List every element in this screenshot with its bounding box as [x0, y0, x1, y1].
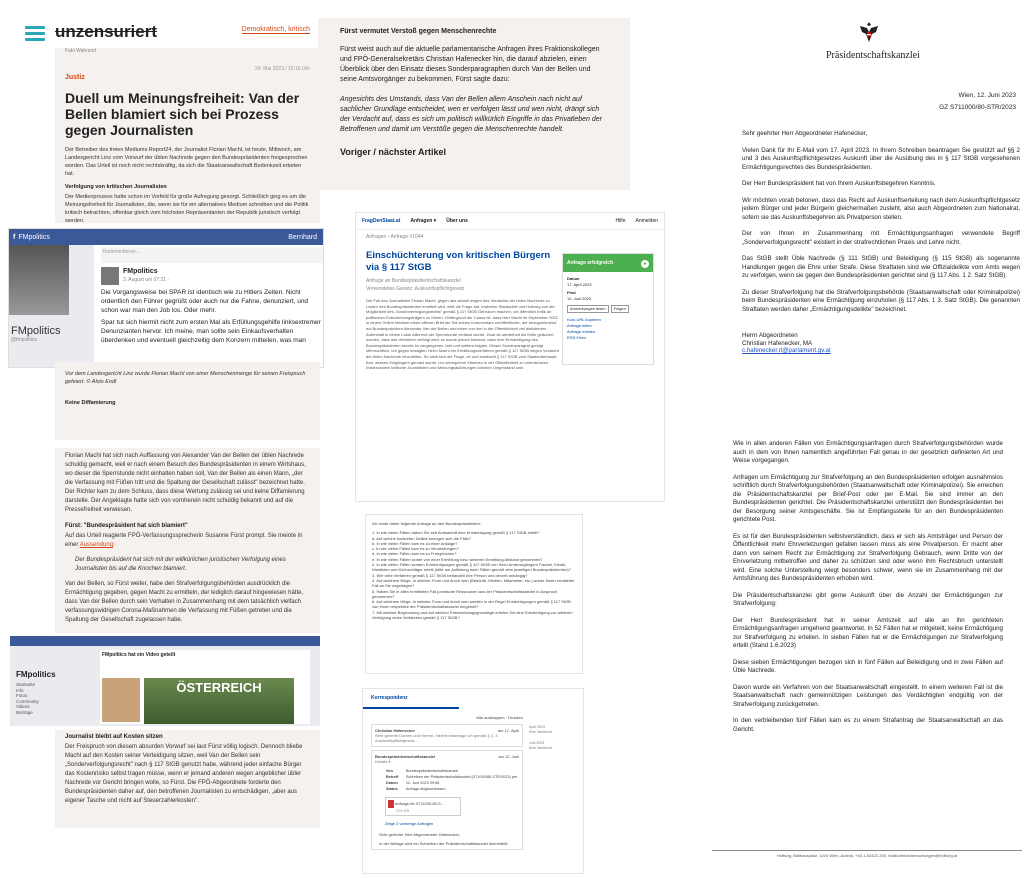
article-paragraph: Der Freispruch von diesem absurden Vorwurf sei laut Fürst völlig logisch. Dennoch bliebe Machl auf den Kosten seiner Verteidigung sitzen, weil Van der Bellen sein „Sonderverfolgungsrecht" nach § 117 StGB genutzt habe, während jeder einfache Bürger das Kostenrisiko selbst tragen müsse, wenn er jemand anderen wegen angeblicher übler Nachrede vor Gericht bringen wolle, so Fürst. Die FPÖ-Abgeordnete forderte den Bundespräsidenten daher auf, den betroffenen Journalisten zu entschädigen, „aber aus eigener Tasche und nicht auf Steuerzahlerkosten".	[65, 744, 303, 804]
fds-status-panel	[562, 253, 654, 365]
press-release-link[interactable]: Aussendung	[79, 542, 114, 548]
fds-navbar	[356, 213, 664, 230]
question-item: 1. In wie vielen Fällen haben Sie seit Amtsantritt eine Ermächtigung gemäß § 117 StGB erteilt?	[372, 530, 540, 536]
message-sender: Christian Hafenecker	[375, 728, 416, 733]
article-paragraph: Van der Bellen, so Fürst weiter, habe den Strafverfolgungsbehörden ausdrücklich die Ermächtigung gegeben, gegen Machl zu ermitteln, der lediglich darauf hingewiesen hätte, dass Van der Bellen durch sein Verhalten in Zusammenhang mit dem tatsächlich vielfach verfassungswidrigen Corona-Maßnahmen die Verfassung mit Füßen getreten und die Spaltung der Gesellschaft zugelassen habe.	[65, 581, 304, 623]
fb-user-name[interactable]: Bernhard	[288, 233, 317, 241]
attachment-size: 230 KB	[396, 808, 410, 813]
details-toggle[interactable]: Details ▾	[375, 759, 391, 764]
fb-post	[101, 267, 323, 345]
timeline-count: Eine Nachricht	[529, 746, 552, 750]
letter-paragraph: Das StGB stellt Üble Nachrede (§ 111 StGB) und Beleidigung (§ 115 StGB) als sogenannte Handlungen gegen die Ehre unter Strafe. Diese Straftaten sind wie Offizialdelikte vom Amts wegen zu verfolgen, wenn sie gegen den Bundespräsidenten gerichtet sind (§ 117 Abs. 1 2. Satz StGB).	[742, 255, 1020, 279]
question-item: 3. Wie viele Verfahren gemäß § 117 StGB behandelt Ihre Person und derzeit anhängig?	[372, 572, 528, 578]
fb-handle: @fmpolitics	[11, 337, 37, 343]
letter-paragraph: Diese sieben Ermächtigungen bezogen sich in fünf Fällen auf Beleidigung und in zwei Fällen auf Üble Nachrede.	[733, 658, 1003, 674]
detail-value: Anfrage abgeschlossen	[405, 787, 446, 791]
message-item[interactable]	[371, 724, 523, 747]
recipient-email-link[interactable]: c.hafenecker.rl@parlament.gv.at	[742, 347, 831, 354]
section-heading: Fürst: "Bundespräsident hat sich blamiert"	[65, 523, 188, 529]
text: Auf das Urteil reagierte FPÖ-Verfassungssprecherin Susanne Fürst prompt. Sie meinte in einer	[65, 533, 303, 548]
question-item: 2. In wie vielen Fällen wurden Ermächtigungen gemäß § 117 StGB von Ihren Amtsvorgängern Fischer, Klestil, Waldheim und Kirchschläger erteilt (bitte um Auflistung nach Fällen gemäß dem jeweiligen Bundespräsidenten)?	[372, 562, 571, 573]
question-item: 4. Auf welchem Wege, in welcher Form und durch wen (Behörde, Medien, Mitarbeiter, etc.) wurde Ihnen ermittelter Fall an Sie zugetragen?	[372, 577, 575, 589]
recipient-title: Herrn Abgeordneten	[742, 332, 798, 339]
fds-breadcrumb[interactable]: Anfragen › Anfrage #1044	[366, 234, 424, 240]
blockquote: Angesichts des Umstands, dass Van der Bellen allem Anschein nach nicht auf sachlicher Grundlage entscheidet, wen er verfolgen lässt und wen nicht, drängt sich der Verdacht auf, dass es sich um politisch willkürlich Eingriffe in das Privatleben der Betroffenen und damit um Verstöße gegen die Menschenrechte handelt.	[340, 96, 602, 133]
fds-nav-item[interactable]: Über uns	[446, 218, 468, 224]
fds-request-title: Einschüchterung von kritischen Bürgern via § 117 StGB	[366, 250, 551, 273]
fb-post-author[interactable]: FMpolitics	[123, 268, 158, 275]
chat-icon: ●	[641, 260, 649, 268]
question-item: c. In wie vielen Fällen kam es zu Verurteilungen?	[372, 546, 459, 552]
letter-paragraph: Davon wurde ein Verfahren von der Staatsanwaltschaft eingestellt. In einem weiteren Fall ist die Staatsanwaltschaft nach gemeinnützigen Leistungen des Verdächtigten endgültig von der Strafverfolgung zurückgetreten.	[733, 683, 1003, 708]
article-paragraph: Der Betreiber des freien Mediums Report24, der Journalist Florian Machl, ist heute, Mittwoch, am Landesgericht Linz vom Vorwurf der üblen Nachrede gegen den Bundespräsidenten freigesprochen worden. Das Urteil ist noch nicht rechtskräftig, da sich die Staatsanwaltschaft Bedenkzeit erbeten hat.	[65, 147, 308, 177]
blockquote: Der Bundespräsident hat sich mit der willkürlichen juristischen Verfolgung eines Journalisten bis auf die Knochen blamiert.	[75, 557, 286, 572]
section-heading: Keine Diffamierung	[65, 400, 116, 406]
detail-key: Von	[386, 769, 393, 773]
status-text: Anfrage erfolgreich	[567, 260, 614, 266]
fb2-tab[interactable]: Community	[16, 698, 39, 704]
question-item: 6. Auf welchem Wege, in welcher Form und durch wen werden in der Regel Ermächtigungen gemäß § 117 StGB von Ihnen respektive der Präsidentschaftskanzlei eingeholt?	[372, 599, 571, 610]
site-header	[25, 20, 310, 48]
detail-value: 12. Juni 2023 09:08	[405, 781, 440, 785]
site-logo[interactable]: unzensuriert	[55, 22, 158, 41]
pdf-icon	[388, 800, 394, 808]
text: :	[113, 542, 115, 548]
article-headline: Duell um Meinungsfreiheit: Van der Bellen blamiert sich bei Prozess gegen Journalisten	[65, 90, 300, 138]
detail-value: Schreiben der Präsidentschaftskanzlei (S71000/80-STR/2023) per	[405, 775, 518, 779]
image-caption: Vor dem Landesgericht Linz wurde Florian Machl von einer Menschenmenge für seinen Freispruch gefeiert. © Alois Endl	[65, 371, 306, 385]
fb2-tab[interactable]: Videos	[16, 704, 30, 709]
attachment-name: Anfrage-Nr-0711000-80-S...	[394, 801, 445, 807]
article-paragraph: Fürst weist auch auf die aktuelle parlamentarische Anfragen ihres Fraktionskollegen und FPÖ-Generalsekretärs Christian Hafenecker hin, die darauf abzielen, einen Überblick über den Einsatz dieses Sonderparagraphen durch Van der Bellen und seine Amtsvorgänger zu bekommen. Fürst sagte dazu:	[340, 46, 600, 83]
fds-nav-item[interactable]: Hilfe	[615, 218, 626, 224]
fb2-tabs	[16, 682, 76, 715]
share-link[interactable]: Anfrage teilen	[567, 323, 592, 328]
fb-profile-photo	[9, 245, 69, 315]
letter-text: In der Beilage wird ein Schreiben der Präsidentschaftskanzlei übermittelt.	[379, 841, 509, 846]
report-link[interactable]: Anfrage melden	[567, 329, 596, 334]
fb-post-text: Die Vorgangsweise bei SPAR ist identisch wie zu Hitlers Zeiten. Nicht ordentlich den Führer gegrüßt oder auch nur die Fahne, denunziert, und schon war man den Job los. Oder mehr.	[101, 289, 309, 314]
fds-login-link[interactable]: Anmelden	[635, 218, 658, 224]
fb2-tab[interactable]: Beiträge	[16, 709, 33, 715]
letter-greeting: Sehr geehrter Herr Abgeordneter Hafenecker,	[379, 832, 460, 837]
fds-status	[563, 254, 653, 272]
fb-page-title: FMpolitics	[11, 325, 61, 337]
article-continuation	[318, 18, 630, 190]
letter-paragraph: Zu dieser Strafverfolgung hat die Strafverfolgungsbehörde (Staatsanwaltschaft oder Kriminalpolizei) beim Bundespräsidenten eine Ermächtigung einzuholen (§ 117 Abs. 1 3. Satz StGB). Die genannten Straftaten werden daher „Ermächtigungsdelikte" bezeichnet.	[742, 288, 1020, 313]
reference-number: GZ S711000/80-STR/2023	[939, 104, 1016, 111]
timeline-month[interactable]: April 2023	[529, 725, 545, 729]
fb2-post	[100, 650, 310, 724]
question-item: d. In wie vielen Fällen kam es zu Freisprüchen?	[372, 551, 457, 557]
office-title: Präsidentschaftskanzlei	[826, 50, 920, 61]
show-previous-link[interactable]: Zeige 2 vorherige Anfragen	[385, 821, 434, 826]
fb2-tab[interactable]: Fotos	[16, 693, 28, 698]
message-date: am 12. Juni	[498, 754, 519, 759]
fb2-page-name: FMpolitics	[16, 670, 56, 679]
official-letter-page-2	[733, 440, 1003, 860]
recipient-name: Christian Hafenecker, MA	[742, 339, 813, 347]
letter-paragraph: Es ist für den Bundespräsidenten selbstverständlich, dass er sich als Amtsträger und Person der Öffentlichkeit mehr Ehrverletzungen gefallen lassen muss als eine Privatperson. Er macht aber dann von seinem Recht zur Ermächtigung zur Strafverfolgung Gebrauch, wenn Dritte von der Ehrverletzung mitbetroffen und daher zu schützen sind oder wenn ihm Rechtsbruch unterstellt wird. Eine solche Unterstellung wiegt besonders schwer, wenn sie im Zusammenhang mit der Amtsführung des Bundespräsidenten erhoben wird.	[733, 532, 1003, 582]
letter-header	[939, 90, 1016, 114]
fb2-tab[interactable]: Startseite	[16, 682, 36, 687]
facebook-logo-icon: f	[13, 233, 16, 241]
deadline-value: 12. Juni 2023	[567, 296, 592, 301]
facebook-screenshot	[8, 228, 324, 368]
letter-paragraph: Der Herr Bundespräsident hat in seiner Amtszeit auf alle an ihn gerichteten Ermächtigungsanfragen umgehend geantwortet. In 52 Fällen hat er mitgeteilt, keine Ermächtigung zur Strafverfolgung zu erteilen. In sieben Fällen hat er die Ermächtigungen zur Strafverfolgung erteilt (Stand 1.6.2023)	[733, 616, 1003, 649]
letter-footer: Hofburg, Ballhausplatz, 1010 Wien, Austria, +43-1-53422-330, mailto:bekanntmachungen@hofburg.at	[712, 850, 1022, 858]
article-body	[55, 448, 320, 633]
fb2-video-thumbnail[interactable]: ÖSTERREICH	[144, 678, 294, 724]
fds-request-to: Anfrage an Bundespräsidentschaftskanzlei	[366, 278, 461, 284]
fb-comment-input[interactable]: Kommentieren...	[101, 247, 324, 263]
timeline-month[interactable]: Juni 2023	[529, 741, 545, 745]
letter-paragraph: Die Präsidentschaftskanzlei gibt gerne Auskunft über die Anzahl der Ermächtigungen zur Strafverfolgung:	[733, 591, 1003, 607]
rss-link[interactable]: RSS-Feed	[567, 335, 586, 340]
fb2-tab[interactable]: Info	[16, 687, 24, 693]
message-sender: Bundespräsidentschaftskanzlei	[375, 754, 436, 759]
attachment-card[interactable]	[385, 797, 461, 816]
menu-icon[interactable]	[25, 26, 45, 42]
place-date: Wien, 12. Juni 2023	[958, 92, 1016, 99]
article-paragraph	[65, 532, 310, 550]
letter-paragraph: In den verbleibenden fünf Fällen kam es zu einem Strafantrag der Staatsanwaltschaft an das Gericht.	[733, 717, 1003, 733]
image-caption-block	[55, 362, 320, 440]
article-intro	[55, 48, 320, 223]
fds-request-meta: Verwendetes Gesetz: Auskunftspflichtgesetz	[366, 286, 465, 292]
fds-nav-item[interactable]: Anfragen ▾	[410, 218, 437, 224]
letter-paragraph: Anfragen um Ermächtigung zur Strafverfolgung an den Bundespräsidenten erfolgen ausnahmslos schriftlich durch Strafverfolgungsbehörden (Staatsanwaltschaft oder Kriminalpolizei). Sie erreichen die Präsidentschaftskanzlei per Brief-Post oder per E-Mail. Sie sind immer an den Bundespräsidenten gerichtet. Die Präsidentschaftskanzlei unterstützt den Bundespräsidenten bei der Besorgung seiner Amtsgeschäfte. Sie ist Empfangsstelle für an den Bundespräsidenten gerichtete Post.	[733, 473, 1003, 523]
letter-paragraph: Vielen Dank für Ihr E-Mail vom 17. April 2023. In Ihrem Schreiben beantragen Sie gestützt auf §§ 2 und 3 des Auskunftspflichtgesetzes Auskunft über die Ausübung des in § 117 StGB vorgesehenen Ermächtigungsrechtes des Bundespräsidenten.	[742, 146, 1020, 171]
notes-button[interactable]: Anmerkungen lesen	[567, 305, 609, 313]
detail-key: Betreff	[386, 775, 399, 779]
date-label: Datum	[567, 276, 580, 281]
letter-paragraph: Der von Ihnen im Zusammenhang mit Ermächtigungsanfragen verwendete Begriff „Sonderverfolgungsrecht" existiert in der strafrechtlichen Praxis und Lehre nicht.	[742, 230, 1020, 246]
question-item: b. In wie vielen Fällen kam es zu einer Anklage?	[372, 540, 458, 546]
letter-body	[742, 130, 1020, 355]
fb-sidebar	[9, 245, 94, 368]
message-preview: Sehr geehrte Damen und Herren, hiermit beantrage ich gemäß § 2, 3 Auskunftspflichtgesetz...	[375, 733, 498, 743]
follow-button[interactable]: Folgen	[611, 305, 629, 313]
fds-correspondence: Korrespondenz Alle ausklappen · Drucken April 2023 Eine Nachricht Juni 2023 Eine Nachricht Christian Hafenecker am 17. April Sehr geehrte Damen und Herren, hiermit beantrage ich gemäß § 2, 3 Auskunftspflichtgesetz... Bundespräsidentschaftskanzlei am 12. Juni Details ▾ Von Bundespräsidentschaftskanzlei Betreff Schreiben der Präsidentschaftskanzlei (S71000/80-STR/2023) per Datum 12. Juni 2023 09:08 Status Anfrage abgeschlossen Anfrage-Nr-0711000-80-S... 230 KB Zeige 2 vorherige Anfragen Sehr geehrter Herr Abgeordneter Hafenecker, In der Beilage wird ein Schreiben der Präsidentschaftskanzlei übermittelt.	[362, 688, 584, 874]
section-heading: Fürst vermutet Verstoß gegen Menschenrechte	[340, 28, 497, 35]
section-heading: Verfolgung von kritischen Journalisten	[65, 184, 167, 190]
detail-key: Status	[386, 787, 398, 791]
author: Fabi Wakrund	[65, 48, 96, 54]
deadline-label: Frist	[567, 290, 576, 295]
detail-value: Bundespräsidentschaftskanzlei	[405, 769, 459, 773]
letter-paragraph: Wir möchten vorab betonen, dass das Recht auf Auskunftserteilung nach dem Auskunftspflichtgesetz jedem Bürger und jeder Bürgerin gleichermaßen zusteht, also auch Abgeordneten zum Nationalrat, sofern sie das Auskunftsbegehren als Privatperson stellen.	[742, 196, 1020, 221]
facebook-topbar	[9, 229, 323, 245]
official-letter-page-1	[706, 12, 1024, 380]
timeline	[529, 725, 579, 751]
print-button[interactable]: Drucken	[508, 715, 523, 720]
fragdenstaat-request-page	[355, 212, 665, 502]
copy-url-link[interactable]: Kurz-URL kopieren	[567, 317, 601, 322]
letter-greeting: Sehr geehrter Herr Abgeordneter Hafenecker,	[742, 130, 868, 137]
fb-post-time: 3. August um 07:21 ·	[123, 277, 170, 283]
site-slogan: Demokratisch, kritisch	[241, 26, 310, 33]
message-item[interactable]	[371, 750, 523, 850]
article-ending	[55, 730, 320, 828]
austrian-eagle-icon	[858, 20, 880, 44]
facebook-screenshot-2	[10, 636, 320, 726]
timeline-count: Eine Nachricht	[529, 730, 552, 734]
expand-all-button[interactable]: Alle ausklappen	[476, 715, 505, 720]
message-date: am 17. April	[497, 728, 519, 733]
date-value: 17. April 2023	[567, 282, 592, 287]
article-paragraph: Der Medienprozess hatte schon im Vorfeld für große Aufregung gesorgt. Schließlich ging es um die Meinungsfreiheit für Journalisten, die, wenn sie für ein alternatives Medium schreiben und die Politik kritisch betrachten, offenbar gleich vom höchsten Repräsentanten der Republik juristisch verfolgt werden.	[65, 194, 309, 223]
message-details-table	[385, 768, 518, 792]
letter-paragraph: Der Herr Bundespräsident hat von Ihrem Auskunftsbegehren Kenntnis.	[742, 180, 936, 187]
category-link[interactable]: Justiz	[65, 74, 85, 81]
fds-request-body: Der Fall des Journalisten Florian Machl, gegen des aktuell wegen des Verdachts der üblen Nachrede zu Lasten des Bundespräsidenten ermittelt wird, wirft die Frage auf, inwiefern Staatschef und Hofburg von der Möglichkeit des „Sonderverfolgungsrechts" gemäß § 117 StGB Gebrauch machen, um öffentlich Kritik an politischen Entscheidungsträgern zu führen. Hintergrund der Causa ist, dass Herr Machl im September 2022 in einem Online-Medium einen offenen Brief als Teil seines Kommentars veröffentlichte, der bezugnehmend auf Bundespräsident Alexander Van der Bellen und einen von ihm in der Öffentlichkeit viel diskutierten Aufenthalt in einem Lokal während der Sperrstunde verfasst wurde. Zwar ist wiederholt die Kritik geäußert worden, dass das Verfahren verfolgt wird; es wurde jedoch bekannt, dass eine Ermächtigung des Bundespräsidenten bereits im vergangenen Jahr und weitere folgten. Dieser Sonderparagraf genügt offensichtlich, um gegen besagten Herrn Machl ein Ermittlungsverfahren gemäß § 117 StGB wegen Verdacht der üblen Nachrede einzuleiten. So stellt sich die Frage, ob und inwieweit § 117 StGB vom Staatsoberhaupt bzw. dessen Vorgängern genutzt wurde, um unbequeme Stimmen in der Öffentlichkeit zu unterdrücken. Insbesondere kritische Journalisten und Meinungsäußerungen könnten Gegenstand sein.	[366, 298, 559, 371]
fb-page-name: FMpolitics	[18, 233, 50, 241]
article-date: 24. Mai 2023 / 15:16 Uhr	[254, 66, 310, 72]
questions-intro: Ich richte daher folgende Anfrage an den Bundespräsidenten:	[372, 521, 481, 526]
fb2-side-image	[102, 678, 140, 722]
fb-avatar	[101, 267, 119, 285]
fb2-post-header: FMpolitics hat ein Video geteilt	[102, 652, 176, 658]
fb2-topbar	[10, 636, 320, 646]
section-heading: Journalist bleibt auf Kosten sitzen	[65, 734, 163, 740]
recipient-address	[742, 332, 1020, 355]
article-paragraph: Florian Machl hat sich nach Auffassung von Alexander Van der Bellen der üblen Nachrede schuldig gemacht, weil er nach einem Besuch des Bundespräsidenten in einem Wirtshaus, wo dieser die Sperrstunde nicht einhalten haben soll, Van der Bellen als einen Mann, „der die Verfassung mit Füßen tritt und die Spaltung der Gesellschaft zulässt" bezeichnet hatte. Der Richter kam zu dem Schluss, dass diese Wertung zulässig sei und keine Diffamierung darstelle. Der Angeklagte hatte sich von vornherein nicht schuldig bekannt und auf die Pressefreiheit verwiesen.	[65, 453, 306, 513]
letter-paragraph: Wie in allen anderen Fällen von Ermächtigungsanfragen durch Strafverfolgungsbehörden wurde auch in dem von Ihnen namentlich angeführten Fall genau in der gesetzlich definierten Art und Weise vorgegangen.	[733, 440, 1003, 464]
question-item: 7. Mit welcher Begründung und auf welcher Entscheidungsgrundlage erteilen Sie eine Ermächtigung zur weiteren Verfolgung eines Verfahrens gemäß § 117 StGB?	[372, 609, 573, 621]
prev-next-article-link[interactable]: Voriger / nächster Artikel	[340, 147, 447, 157]
detail-key: Datum	[386, 781, 398, 785]
fds-questions	[365, 514, 583, 674]
question-item: 5. Haben Sie in allen ermittelten Fall juristische Ressourcen aus der Präsidentschaftskanzlei in Anspruch genommen?	[372, 588, 558, 599]
fb-post-text: Spar tut sich hiermit nicht zum ersten Mal als Erfüllungsgehilfe linksextremer Denunzianten hervor. Ich meine, man sollte sein Einkaufsverhalten überdenken und eventuell gleichzeitig dem Konzern mitteilen, was man	[101, 319, 321, 344]
fds-logo[interactable]: FragDenStaat.at	[362, 218, 401, 224]
question-item: e. In wie vielen Fällen wurde von einer Ermittlung bzw. weiteren Ermittlung Abstand genommen?	[372, 556, 543, 562]
tab-correspondence[interactable]: Korrespondenz	[363, 689, 459, 709]
question-item: a. Auf welche konkreten Delikte bezogen sich die Fälle?	[372, 535, 471, 541]
